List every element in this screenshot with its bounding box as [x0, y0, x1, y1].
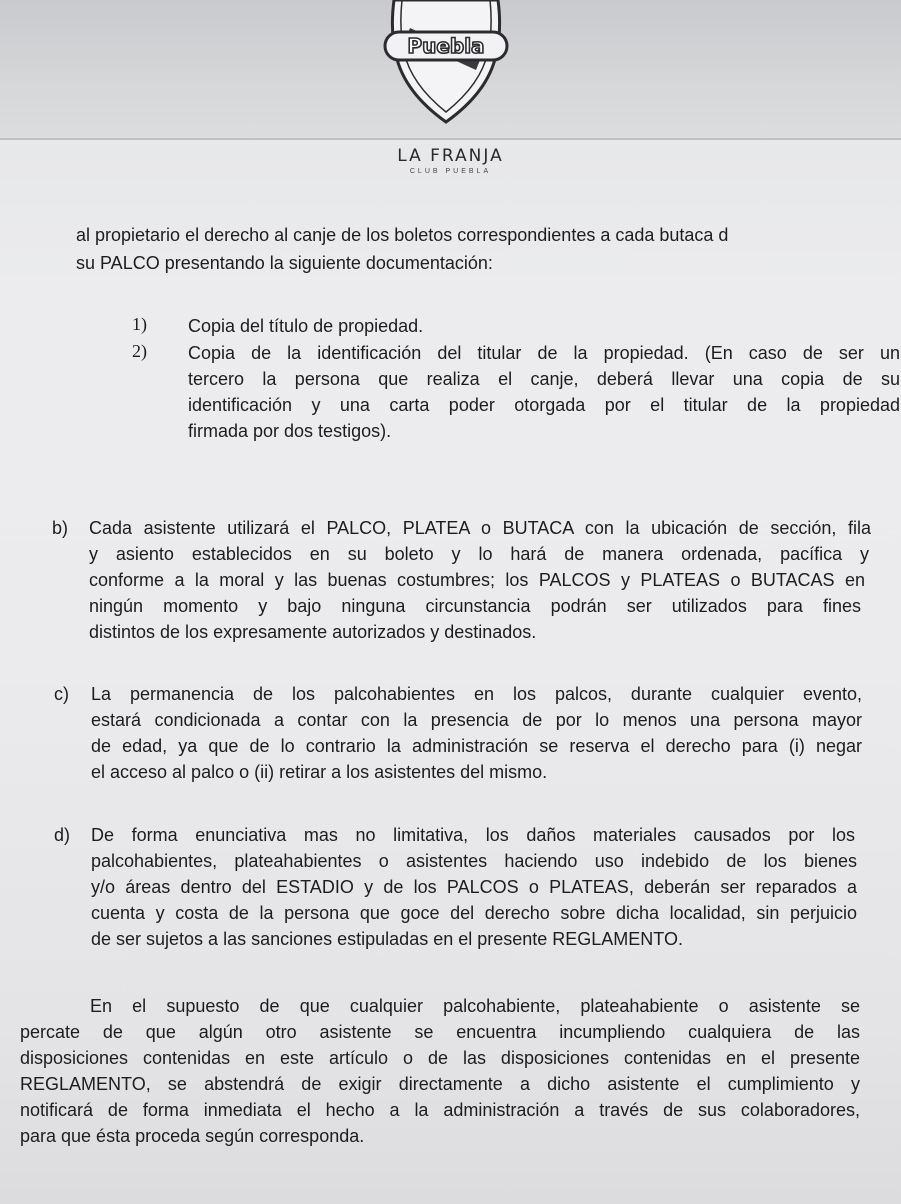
clause-line: distintos de los expresamente autorizados y destinados.: [89, 622, 537, 642]
list-marker: 1): [132, 314, 147, 334]
closing-line: En el supuesto de que cualquier palcohabiente, plateahabiente o asistente se: [90, 996, 860, 1016]
clause-line: estará condicionada a contar con la presencia de por lo menos una persona mayor: [91, 710, 862, 730]
brand-subtitle: CLUB PUEBLA: [409, 168, 492, 175]
closing-line: para que ésta proceda según corresponda.: [20, 1126, 365, 1146]
clause-line: Cada asistente utilizará el PALCO, PLATEA o BUTACA con la ubicación de sección, fila: [89, 518, 871, 538]
list-item-line: identificación y una carta poder otorgada por el titular de la propiedad: [188, 395, 900, 415]
puebla-crest-logo: [380, 0, 512, 126]
clause-marker: b): [52, 518, 69, 538]
clause-line: La permanencia de los palcohabientes en los palcos, durante cualquier evento,: [91, 684, 862, 704]
clause-marker: c): [54, 684, 69, 704]
paper-fold: [0, 138, 901, 140]
intro-line: su PALCO presentando la siguiente documentación:: [76, 253, 493, 273]
clause-line: de ser sujetos a las sanciones estipuladas en el presente REGLAMENTO.: [91, 929, 683, 949]
clause-line: y/o áreas dentro del ESTADIO y de los PALCOS o PLATEAS, deberán ser reparados a: [91, 877, 857, 897]
closing-line: notificará de forma inmediata el hecho a la administración a través de sus colaboradores,: [20, 1100, 860, 1120]
list-item-line: firmada por dos testigos).: [188, 421, 392, 441]
closing-line: disposiciones contenidas en este artículo o de las disposiciones contenidas en el presente: [20, 1048, 860, 1068]
closing-line: percate de que algún otro asistente se encuentra incumpliendo cualquiera de las: [20, 1022, 860, 1042]
clause-line: de edad, ya que de lo contrario la administración se reserva el derecho para (i) negar: [91, 736, 862, 756]
clause-line: el acceso al palco o (ii) retirar a los asistentes del mismo.: [91, 762, 548, 782]
brand-name: LA FRANJA: [397, 146, 504, 166]
clause-line: conforme a la moral y las buenas costumbres; los PALCOS y PLATEAS o BUTACAS en: [89, 570, 865, 590]
list-item: Copia del título de propiedad.: [188, 316, 424, 336]
list-item-line: Copia de la identificación del titular de la propiedad. (En caso de ser un: [188, 343, 900, 363]
list-marker: 2): [132, 341, 147, 361]
clause-line: y asiento establecidos en su boleto y lo hará de manera ordenada, pacífica y: [89, 544, 869, 564]
closing-line: REGLAMENTO, se abstendrá de exigir directamente a dicho asistente el cumplimiento y: [20, 1074, 860, 1094]
clause-line: ningún momento y bajo ninguna circunstancia podrán ser utilizados para fines: [89, 596, 861, 616]
clause-line: cuenta y costa de la persona que goce del derecho sobre dicha localidad, sin perjuicio: [91, 903, 857, 923]
intro-line: al propietario el derecho al canje de los boletos correspondientes a cada butaca d: [76, 225, 729, 245]
list-item-line: tercero la persona que realiza el canje, deberá llevar una copia de su: [188, 369, 900, 389]
clause-line: De forma enunciativa mas no limitativa, los daños materiales causados por los: [91, 825, 855, 845]
logo-text: Puebla: [407, 34, 485, 58]
clause-marker: d): [54, 825, 71, 845]
clause-line: palcohabientes, plateahabientes o asistentes haciendo uso indebido de los bienes: [91, 851, 857, 871]
